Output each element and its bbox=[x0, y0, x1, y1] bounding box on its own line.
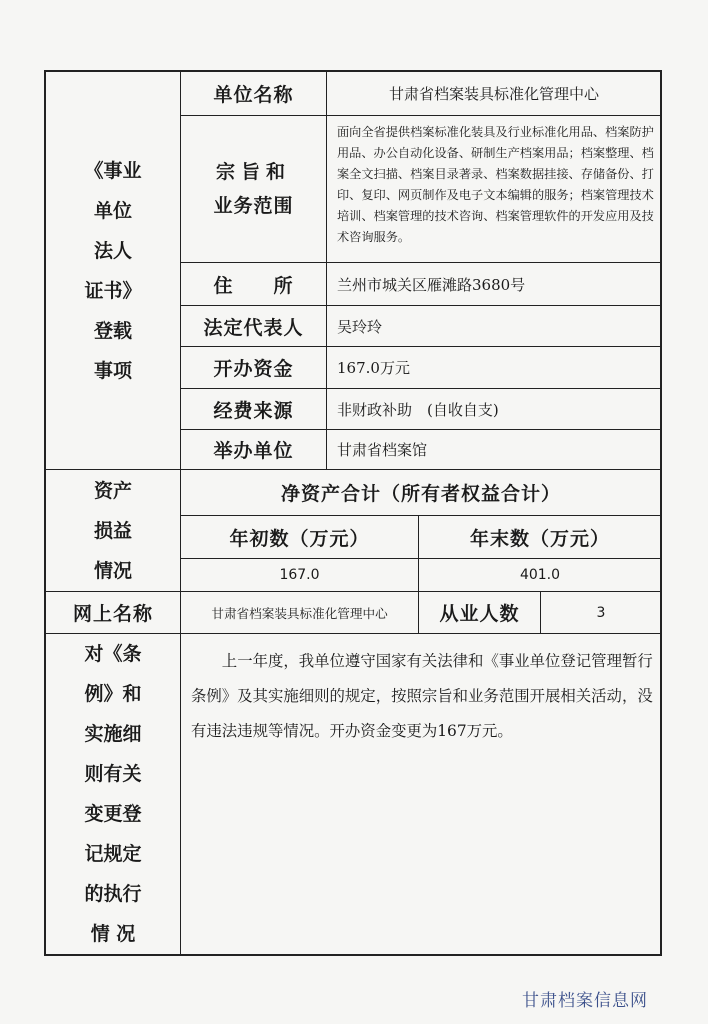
title-line: 法人 bbox=[93, 239, 132, 262]
title-line: 的执行 bbox=[84, 883, 142, 905]
unit-name-label: 单位名称 bbox=[213, 84, 294, 106]
address-value: 兰州市城关区雁滩路3680号 bbox=[337, 275, 526, 294]
beginning-of-year-value: 167.0 bbox=[279, 567, 320, 583]
end-of-year-header: 年末数（万元） bbox=[469, 527, 610, 550]
title-line: 则有关 bbox=[84, 763, 142, 785]
compliance-statement: 上一年度，我单位遵守国家有关法律和《事业单位登记管理暂行条例》及其实施细则的规定，按照宗旨和业务范围开展相关活动，没有违法违规等情况。开办资金变更为167万元。 bbox=[191, 652, 653, 740]
title-line: 事项 bbox=[93, 359, 132, 382]
title-line: 记规定 bbox=[84, 843, 142, 865]
start-capital-value: 167.0万元 bbox=[337, 359, 410, 377]
title-line: 损益 bbox=[93, 519, 132, 542]
title-line: 证书》 bbox=[84, 279, 142, 302]
net-assets-header: 净资产合计（所有者权益合计） bbox=[280, 483, 561, 505]
sponsor-unit-label: 举办单位 bbox=[213, 440, 294, 462]
title-line: 情况 bbox=[93, 559, 132, 582]
legal-representative-label: 法定代表人 bbox=[203, 316, 304, 339]
title-line: 情 况 bbox=[90, 923, 136, 945]
title-line: 单位 bbox=[93, 199, 132, 222]
online-name-value: 甘肃省档案装具标准化管理中心 bbox=[211, 606, 388, 621]
address-label: 住 所 bbox=[213, 274, 294, 297]
title-line: 资产 bbox=[93, 479, 132, 502]
sponsor-unit-value: 甘肃省档案馆 bbox=[337, 441, 428, 459]
start-capital-label: 开办资金 bbox=[213, 358, 294, 380]
funding-source-label: 经费来源 bbox=[213, 399, 294, 422]
beginning-of-year-header: 年初数（万元） bbox=[229, 527, 370, 550]
site-watermark: 甘肃档案信息网 bbox=[522, 991, 648, 1011]
label-line: 业务范围 bbox=[213, 195, 294, 217]
legal-representative-value: 吴玲玲 bbox=[337, 317, 383, 336]
title-line: 登载 bbox=[93, 319, 132, 342]
funding-source-value: 非财政补助 (自收自支) bbox=[337, 400, 499, 419]
title-line: 例》和 bbox=[84, 683, 142, 705]
title-line: 变更登 bbox=[84, 803, 142, 825]
assets-section-title bbox=[46, 470, 180, 591]
staff-count-value: 3 bbox=[596, 604, 606, 621]
title-line: 《事业 bbox=[84, 159, 142, 182]
title-line: 实施细 bbox=[84, 723, 142, 745]
unit-name-value: 甘肃省档案装具标准化管理中心 bbox=[388, 85, 599, 103]
purpose-scope-value: 面向全省提供档案标准化装具及行业标准化用品、档案防护用品、办公自动化设备、研制生产档案用品；档案整理、档案全文扫描、档案目录著录、档案数据挂接、存储备份、打印、复印、网页制作及电子文本编辑的服务；档案管理技术培训、档案管理的技术咨询、档案管理软件的开发应用及技术咨询服务。 bbox=[337, 125, 654, 244]
registration-section-title bbox=[46, 72, 180, 469]
compliance-section-title bbox=[46, 634, 180, 954]
label-line: 宗旨和 bbox=[215, 161, 291, 183]
title-line: 对《条 bbox=[84, 643, 142, 665]
online-name-label: 网上名称 bbox=[72, 603, 153, 625]
purpose-scope-label bbox=[181, 116, 326, 262]
staff-count-label: 从业人数 bbox=[439, 603, 520, 625]
end-of-year-value: 401.0 bbox=[519, 567, 561, 583]
